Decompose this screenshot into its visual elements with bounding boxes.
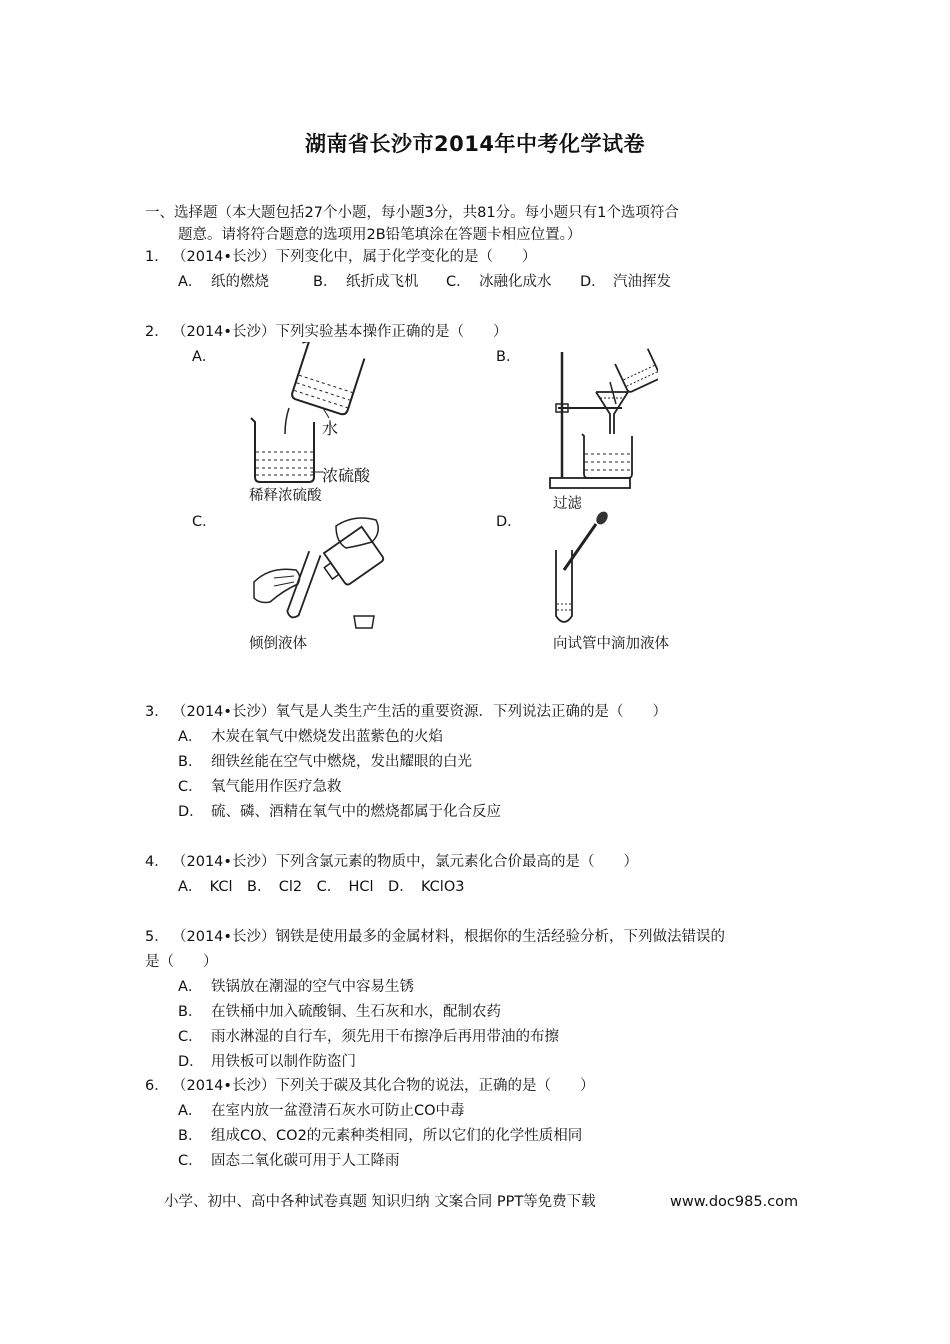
- q4-options: A． KCl B． Cl2 C． HCl D． KClO3: [178, 879, 465, 895]
- q1-option-d-letter: D．: [580, 274, 606, 290]
- q3-option-a: 木炭在氧气中燃烧发出蓝紫色的火焰: [211, 729, 443, 745]
- q1-option-d: 汽油挥发: [613, 274, 671, 290]
- q5-stem-line1: （2014•长沙）钢铁是使用最多的金属材料，根据你的生活经验分析，下列做法错误的: [172, 929, 725, 945]
- label-concentrated-acid: 浓硫酸: [322, 466, 371, 485]
- q1-number: 1．: [145, 249, 169, 265]
- q5-option-d: 用铁板可以制作防盗门: [211, 1054, 356, 1070]
- q3-option-c-letter: C．: [178, 779, 203, 795]
- q3-number: 3．: [145, 704, 169, 720]
- figure-pour-liquid: [250, 512, 390, 632]
- q1-stem: （2014•长沙）下列变化中，属于化学变化的是（ ）: [172, 249, 537, 265]
- q5-stem-line2: 是（ ）: [145, 954, 218, 970]
- figure-dilute-acid: [245, 342, 395, 487]
- figure-drop-liquid: [552, 510, 622, 630]
- q1-option-a-letter: A．: [178, 274, 203, 290]
- caption-pour-liquid: 倾倒液体: [249, 636, 307, 652]
- q1-option-b: 纸折成飞机: [346, 274, 419, 290]
- section-heading-line1: 一、选择题（本大题包括27个小题，每小题3分，共81分。每小题只有1个选项符合: [145, 205, 679, 221]
- q6-number: 6．: [145, 1078, 169, 1094]
- q3-option-d: 硫、磷、酒精在氧气中的燃烧都属于化合反应: [211, 804, 501, 820]
- q2-number: 2．: [145, 324, 169, 340]
- q6-option-b: 组成CO、CO2的元素种类相同，所以它们的化学性质相同: [211, 1128, 583, 1144]
- q5-option-a: 铁锅放在潮湿的空气中容易生锈: [211, 979, 414, 995]
- q3-option-b: 细铁丝能在空气中燃烧，发出耀眼的白光: [211, 754, 472, 770]
- q3-option-c: 氧气能用作医疗急救: [211, 779, 342, 795]
- q6-stem: （2014•长沙）下列关于碳及其化合物的说法，正确的是（ ）: [172, 1078, 595, 1094]
- page-title: 湖南省长沙市2014年中考化学试卷: [305, 132, 645, 156]
- q3-stem: （2014•长沙）氧气是人类生产生活的重要资源．下列说法正确的是（ ）: [172, 704, 667, 720]
- q6-option-b-letter: B．: [178, 1128, 203, 1144]
- q4-number: 4．: [145, 854, 169, 870]
- q1-option-b-letter: B．: [313, 274, 338, 290]
- q1-option-c: 冰融化成水: [479, 274, 552, 290]
- q6-option-a-letter: A．: [178, 1103, 203, 1119]
- q1-option-c-letter: C．: [446, 274, 471, 290]
- label-water: 水: [322, 419, 339, 438]
- caption-drop-liquid: 向试管中滴加液体: [553, 636, 669, 652]
- footer-site: www.doc985.com: [670, 1194, 799, 1210]
- q5-option-a-letter: A．: [178, 979, 203, 995]
- q6-option-a: 在室内放一盆澄清石灰水可防止CO中毒: [211, 1103, 465, 1119]
- q2-figure-d-letter: D．: [496, 514, 522, 530]
- q2-stem: （2014•长沙）下列实验基本操作正确的是（ ）: [172, 324, 508, 340]
- q3-option-b-letter: B．: [178, 754, 203, 770]
- q3-option-a-letter: A．: [178, 729, 203, 745]
- figure-filtration: [548, 342, 658, 492]
- section-heading-line2: 题意。请将符合题意的选项用2B铅笔填涂在答题卡相应位置。）: [178, 227, 582, 243]
- q2-figure-a-letter: A．: [192, 349, 217, 365]
- footer-text: 小学、初中、高中各种试卷真题 知识归纳 文案合同 PPT等免费下载: [164, 1194, 596, 1210]
- q5-number: 5．: [145, 929, 169, 945]
- q1-option-a: 纸的燃烧: [211, 274, 269, 290]
- q2-figure-b-letter: B．: [496, 349, 521, 365]
- q5-option-d-letter: D．: [178, 1054, 204, 1070]
- q2-figure-c-letter: C．: [192, 514, 217, 530]
- q5-option-c-letter: C．: [178, 1029, 203, 1045]
- q5-option-b: 在铁桶中加入硫酸铜、生石灰和水，配制农药: [211, 1004, 501, 1020]
- q5-option-c: 雨水淋湿的自行车，须先用干布擦净后再用带油的布擦: [211, 1029, 559, 1045]
- q3-option-d-letter: D．: [178, 804, 204, 820]
- q4-stem: （2014•长沙）下列含氯元素的物质中，氯元素化合价最高的是（ ）: [172, 854, 638, 870]
- q6-option-c-letter: C．: [178, 1153, 203, 1169]
- caption-filtration: 过滤: [553, 496, 582, 512]
- q6-option-c: 固态二氧化碳可用于人工降雨: [211, 1153, 400, 1169]
- q5-option-b-letter: B．: [178, 1004, 203, 1020]
- caption-dilute-acid: 稀释浓硫酸: [249, 488, 322, 504]
